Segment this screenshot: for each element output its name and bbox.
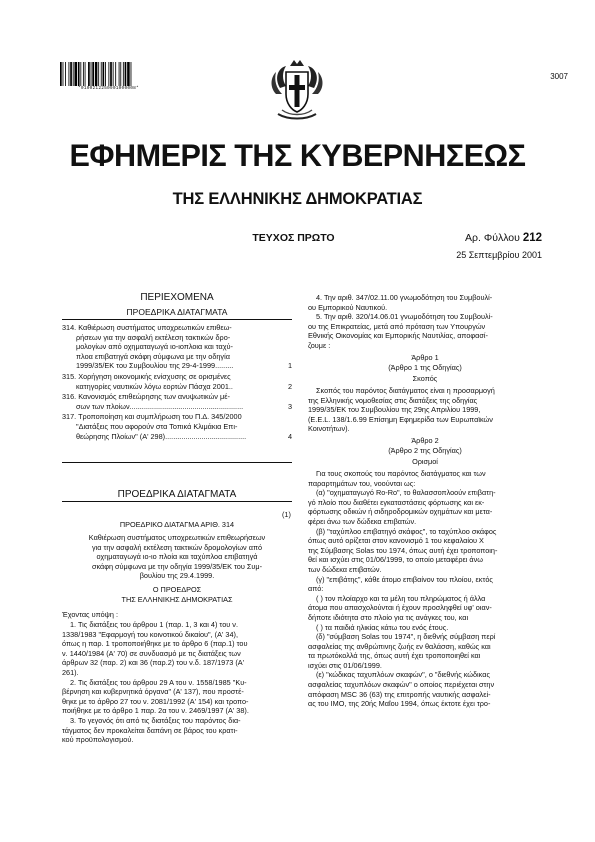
opinion-line: Εθνικής Οικονομίας και Εμπορικής Ναυτιλίας, αποφασί-	[308, 331, 488, 341]
toc-page-number: 2	[287, 381, 292, 391]
decree-number: ΠΡΟΕΔΡΙΚΟ ΔΙΑΤΑΓΜΑ ΑΡΙΘ. 314	[119, 520, 235, 529]
decree-paragraph-line: ν. 1440/1984 (Α' 70) σε συνδυασμό με τις διατάξεις των	[62, 648, 241, 658]
opinions	[308, 293, 542, 351]
opinion-line: 4. Την αριθ. 347/02.11.00 γνωμοδότηση του Συμβουλί-	[316, 293, 493, 302]
article-2-title: Άρθρο 2	[411, 436, 439, 445]
toc-page-number: 4	[287, 431, 292, 441]
gazette-subtitle: ΤΗΣ ΕΛΛΗΝΙΚΗΣ ΔΗΜΟΚΡΑΤΙΑΣ	[172, 190, 423, 208]
toc-end-rule	[62, 462, 292, 463]
article-1-line: (Ε.Ε.L. 138/1.6.99 Επίσημη Εφημερίδα των Ευρωπαϊκών	[308, 414, 493, 424]
toc-item-line: κατηγορίες ναυτικών λόγω εορτών Πάσχα 2001..	[76, 381, 233, 391]
decree-paragraph-line: 1338/1983 "Εφαρμογή του κοινοτικού δικαίου", (Α' 34),	[62, 629, 238, 639]
definition-line: από:	[308, 584, 324, 594]
toc-item-line: 317. Τροποποίηση και συμπλήρωση του Π.Δ. 345/2000	[62, 412, 242, 422]
toc-item-line: 315. Χορήγηση οικονομικής ενίσχυσης σε ορισμένες	[62, 372, 231, 381]
decree-paragraph-line: τάγματος δεν προκαλείται δαπάνη σε βάρος του κρατι-	[62, 725, 238, 735]
decree-marker: (1)	[282, 510, 291, 519]
article-1-line: Κοινοτήτων).	[308, 424, 350, 434]
article-1-heading: Σκοπός	[412, 374, 438, 383]
president-subtitle: ΤΗΣ ΕΛΛΗΝΙΚΗΣ ΔΗΜΟΚΡΑΤΙΑΣ	[121, 595, 233, 604]
definition-line: άτομα που απασχολούνται ή έχουν προσληφθεί υφ' οιαν-	[308, 603, 492, 613]
definition-line: ασφαλείας ταχυπλόων σκαφών" ο οποίος περιέχεται στην	[308, 680, 495, 690]
definition-line: (δ) "σύμβαση Solas του 1974", η διεθνής σύμβαση περί	[316, 632, 496, 642]
definition-line: (α) "οχηματαγωγό Ro-Ro", το θαλασσοπλοούν επιβατη-	[316, 488, 496, 498]
president-title: Ο ΠΡΟΕΔΡΟΣ	[152, 585, 202, 594]
definition-line: δήποτε ιδιότητα στο πλοίο για τις ανάγκες του, και	[308, 612, 469, 622]
toc-item-line: 1999/35/ΕΚ του Συμβουλίου της 29-4-1999.........	[76, 361, 234, 371]
definition-line: όπως αυτό ορίζεται στον κανονισμό 1 του κεφαλαίου X	[308, 536, 484, 546]
decree-paragraph-line: 3. Το γεγονός ότι από τις διατάξεις του παρόντος δια-	[70, 715, 241, 725]
toc-section: ΠΡΟΕΔΡΙΚΑ ΔΙΑΤΑΓΜΑΤΑ	[126, 307, 228, 317]
toc-item-line: 314. Καθιέρωση συστήματος υποχρεωτικών επιθεω-	[62, 323, 232, 332]
toc-page-number: 1	[287, 361, 292, 371]
decree-paragraph-line: 261).	[62, 667, 79, 677]
definition-line: ισχύει στις 01/06/1999.	[308, 660, 382, 670]
toc-item-line: 316. Κανονισμός επιθεώρησης των ανυψωτικών μέ-	[62, 392, 230, 402]
definitions	[308, 469, 542, 709]
article-1-line: Σκοπός του παρόντος διατάγματος είναι η προσαρμογή	[316, 386, 495, 395]
decree-heading: ΠΡΟΕΔΡΙΚΑ ΔΙΑΤΑΓΜΑΤΑ	[117, 489, 237, 500]
article-1-line: 1999/35/ΕΚ του Συμβουλίου της 29ης Απριλίου 1999,	[308, 405, 481, 415]
opinion-line: ζουμε :	[308, 340, 331, 350]
definition-line: των δώδεκα επιβατών.	[308, 564, 382, 574]
decree-summary-line: Καθιέρωση συστήματος υποχρεωτικών επιθεωρήσεων	[88, 533, 266, 542]
decree-paragraph-line: 1. Τις διατάξεις του άρθρου 1 (παρ. 1, 3 και 4) του ν.	[70, 620, 238, 629]
definition-line: ασφαλείας της ανθρώπινης ζωής εν θαλάσση, καθώς και	[308, 641, 491, 651]
toc-item-line: πλοα επιβατηγά σκάφη σύμφωνα με την οδηγία	[76, 351, 230, 361]
decree-summary-line: βουλίου της 29.4.1999.	[139, 571, 215, 581]
toc-item-line: θεώρησης Πλοίων" (Α' 298)........................................	[76, 431, 247, 441]
decree-paragraph-line: άρθρων 32 (παρ. 2) και 36 (παρ.2) του ν.δ. 187/1973 (Α'	[62, 658, 245, 668]
decree-summary-line: σκάφη σύμφωνα με την οδηγία 1999/35/ΕΚ του Συμ-	[91, 561, 263, 571]
toc-item	[62, 392, 292, 411]
article-2-ref: (Άρθρο 2 της Οδηγίας)	[388, 446, 462, 455]
sheet-number	[422, 232, 542, 244]
toc-item	[62, 372, 292, 391]
toc-item-line: "Διατάξεις που αφορούν στα Τοπικά Κλιμάκια Επι-	[76, 421, 238, 431]
definition-line: απόφαση MSC 36 (63) της επιτροπής ναυτικής ασφαλεί-	[308, 689, 491, 699]
issue-date: 25 Σεπτεμβρίου 2001	[456, 250, 542, 260]
decree-summary-line: οχηματαγωγά ιο-ιο πλοία και ταχύπλοα επιβατηγά	[96, 552, 258, 562]
toc-heading: ΠΕΡΙΕΧΟΜΕΝΑ	[140, 292, 214, 303]
decree-paragraph-line: 2. Τις διατάξεις του άρθρου 29 Α του ν. 1558/1985 "Κυ-	[70, 677, 247, 687]
toc-rule	[62, 319, 292, 320]
issue-label: ΤΕΥΧΟΣ ΠΡΩΤΟ	[252, 232, 335, 244]
article-1-text	[308, 386, 542, 434]
decree-paragraphs	[62, 620, 292, 745]
sheet-number-value: 212	[522, 232, 542, 244]
opinion-line: ου της Επικρατείας, μετά από πρόταση των Υπουργών	[308, 321, 486, 331]
article-1-ref: (Άρθρο 1 της Οδηγίας)	[388, 363, 462, 372]
toc-item	[62, 323, 292, 371]
toc-item-line: ρήσεων για την ασφαλή εκτέλεση τακτικών δρο-	[76, 332, 231, 342]
decree-paragraph-line: κού προϋπολογισμού.	[62, 735, 134, 745]
definition-line: θεί και ισχύει στις 01/06/1999, το οποίο μεταφέρει άνω	[308, 555, 483, 565]
definition-line: (β) "ταχύπλοο επιβατηγό σκάφος", το ταχύπλοο σκάφος	[316, 526, 497, 536]
definition-line: γό πλοίο που διαθέτει εγκαταστάσεις φόρτωσης και εκ-	[308, 497, 485, 507]
article-1-title: Άρθρο 1	[411, 353, 439, 362]
definition-line: φόρτωσης οδικών ή σιδηροδρομικών οχημάτων και μετα-	[308, 507, 493, 517]
definition-line: παραρτημάτων του, νοούνται ως:	[308, 478, 416, 488]
greek-coat-of-arms-icon	[264, 58, 330, 124]
definition-line: ( ) τον πλοίαρχο και τα μέλη του πληρώματος ή άλλα	[316, 593, 486, 603]
decree-paragraph-line: ποιήθηκε με το άρθρο 1 παρ. 2α του ν. 2469/1997 (Α' 38).	[62, 706, 249, 716]
decree-paragraph-line: θηκε με το άρθρο 27 του ν. 2081/1992 (Α' 154) και τροπο-	[62, 696, 249, 706]
definition-line: ( ) τα παιδιά ηλικίας κάτω του ενός έτους.	[316, 622, 449, 632]
barcode-number: *0100212250901000008*	[78, 86, 139, 91]
definition-line: (γ) "επιβάτης", κάθε άτομο επιβαίνον του πλοίου, εκτός	[316, 574, 493, 584]
definition-line: ας του IMO, της 20ής Μαΐου 1994, όπως έκτοτε έχει τρο-	[308, 699, 491, 709]
page-number: 3007	[550, 72, 568, 81]
opinion-line: 5. Την αριθ. 320/14.06.01 γνωμοδότηση του Συμβουλί-	[316, 312, 493, 322]
barcode	[60, 62, 157, 86]
decree-rule	[62, 501, 292, 502]
decree-summary	[62, 533, 292, 581]
toc-item-line: σων των πλοίων........................................................	[76, 401, 244, 411]
decree-summary-line: για την ασφαλή εκτέλεση τακτικών δρομολογίων από	[91, 542, 263, 552]
toc-page-number: 3	[287, 401, 292, 411]
considering-label: Έχοντας υπόψη :	[62, 610, 119, 619]
toc-item-line: μολογίων από οχηματαγωγά ιο-ιοπλοια και ταχύ-	[76, 342, 233, 352]
definition-line: τα πρωτόκολλά της, όπως αυτή έχει τροποποιηθεί και	[308, 651, 481, 661]
toc-item	[62, 412, 292, 441]
gazette-title: ΕΦΗΜΕΡΙΣ ΤΗΣ ΚΥΒΕΡΝΗΣΕΩΣ	[69, 137, 526, 173]
article-1-line: της Ελληνικής νομοθεσίας στις διατάξεις της οδηγίας	[308, 395, 478, 405]
sheet-label: Αρ. Φύλλου	[465, 232, 520, 244]
decree-paragraph-line: όπως η παρ. 1 τροποποιήθηκε με το άρθρο 6 (παρ.1) του	[62, 639, 248, 649]
article-2-heading: Ορισμοί	[412, 457, 438, 466]
definition-line: φέρει άνω των δώδεκα επιβατών.	[308, 516, 417, 526]
opinion-line: ου Εμπορικού Ναυτικού.	[308, 302, 388, 312]
definition-line: (ε) "κώδικας ταχυπλόων σκαφών", ο "διεθνής κώδικας	[316, 670, 490, 680]
definition-line: της Σύμβασης Solas του 1974, όπως αυτή έχει τροποποιη-	[308, 545, 498, 555]
decree-paragraph-line: βέρνηση και κυβερνητικά όργανα" (Α' 137), που προστέ-	[62, 687, 244, 697]
definition-line: Για τους σκοπούς του παρόντος διατάγματος και των	[316, 469, 486, 478]
